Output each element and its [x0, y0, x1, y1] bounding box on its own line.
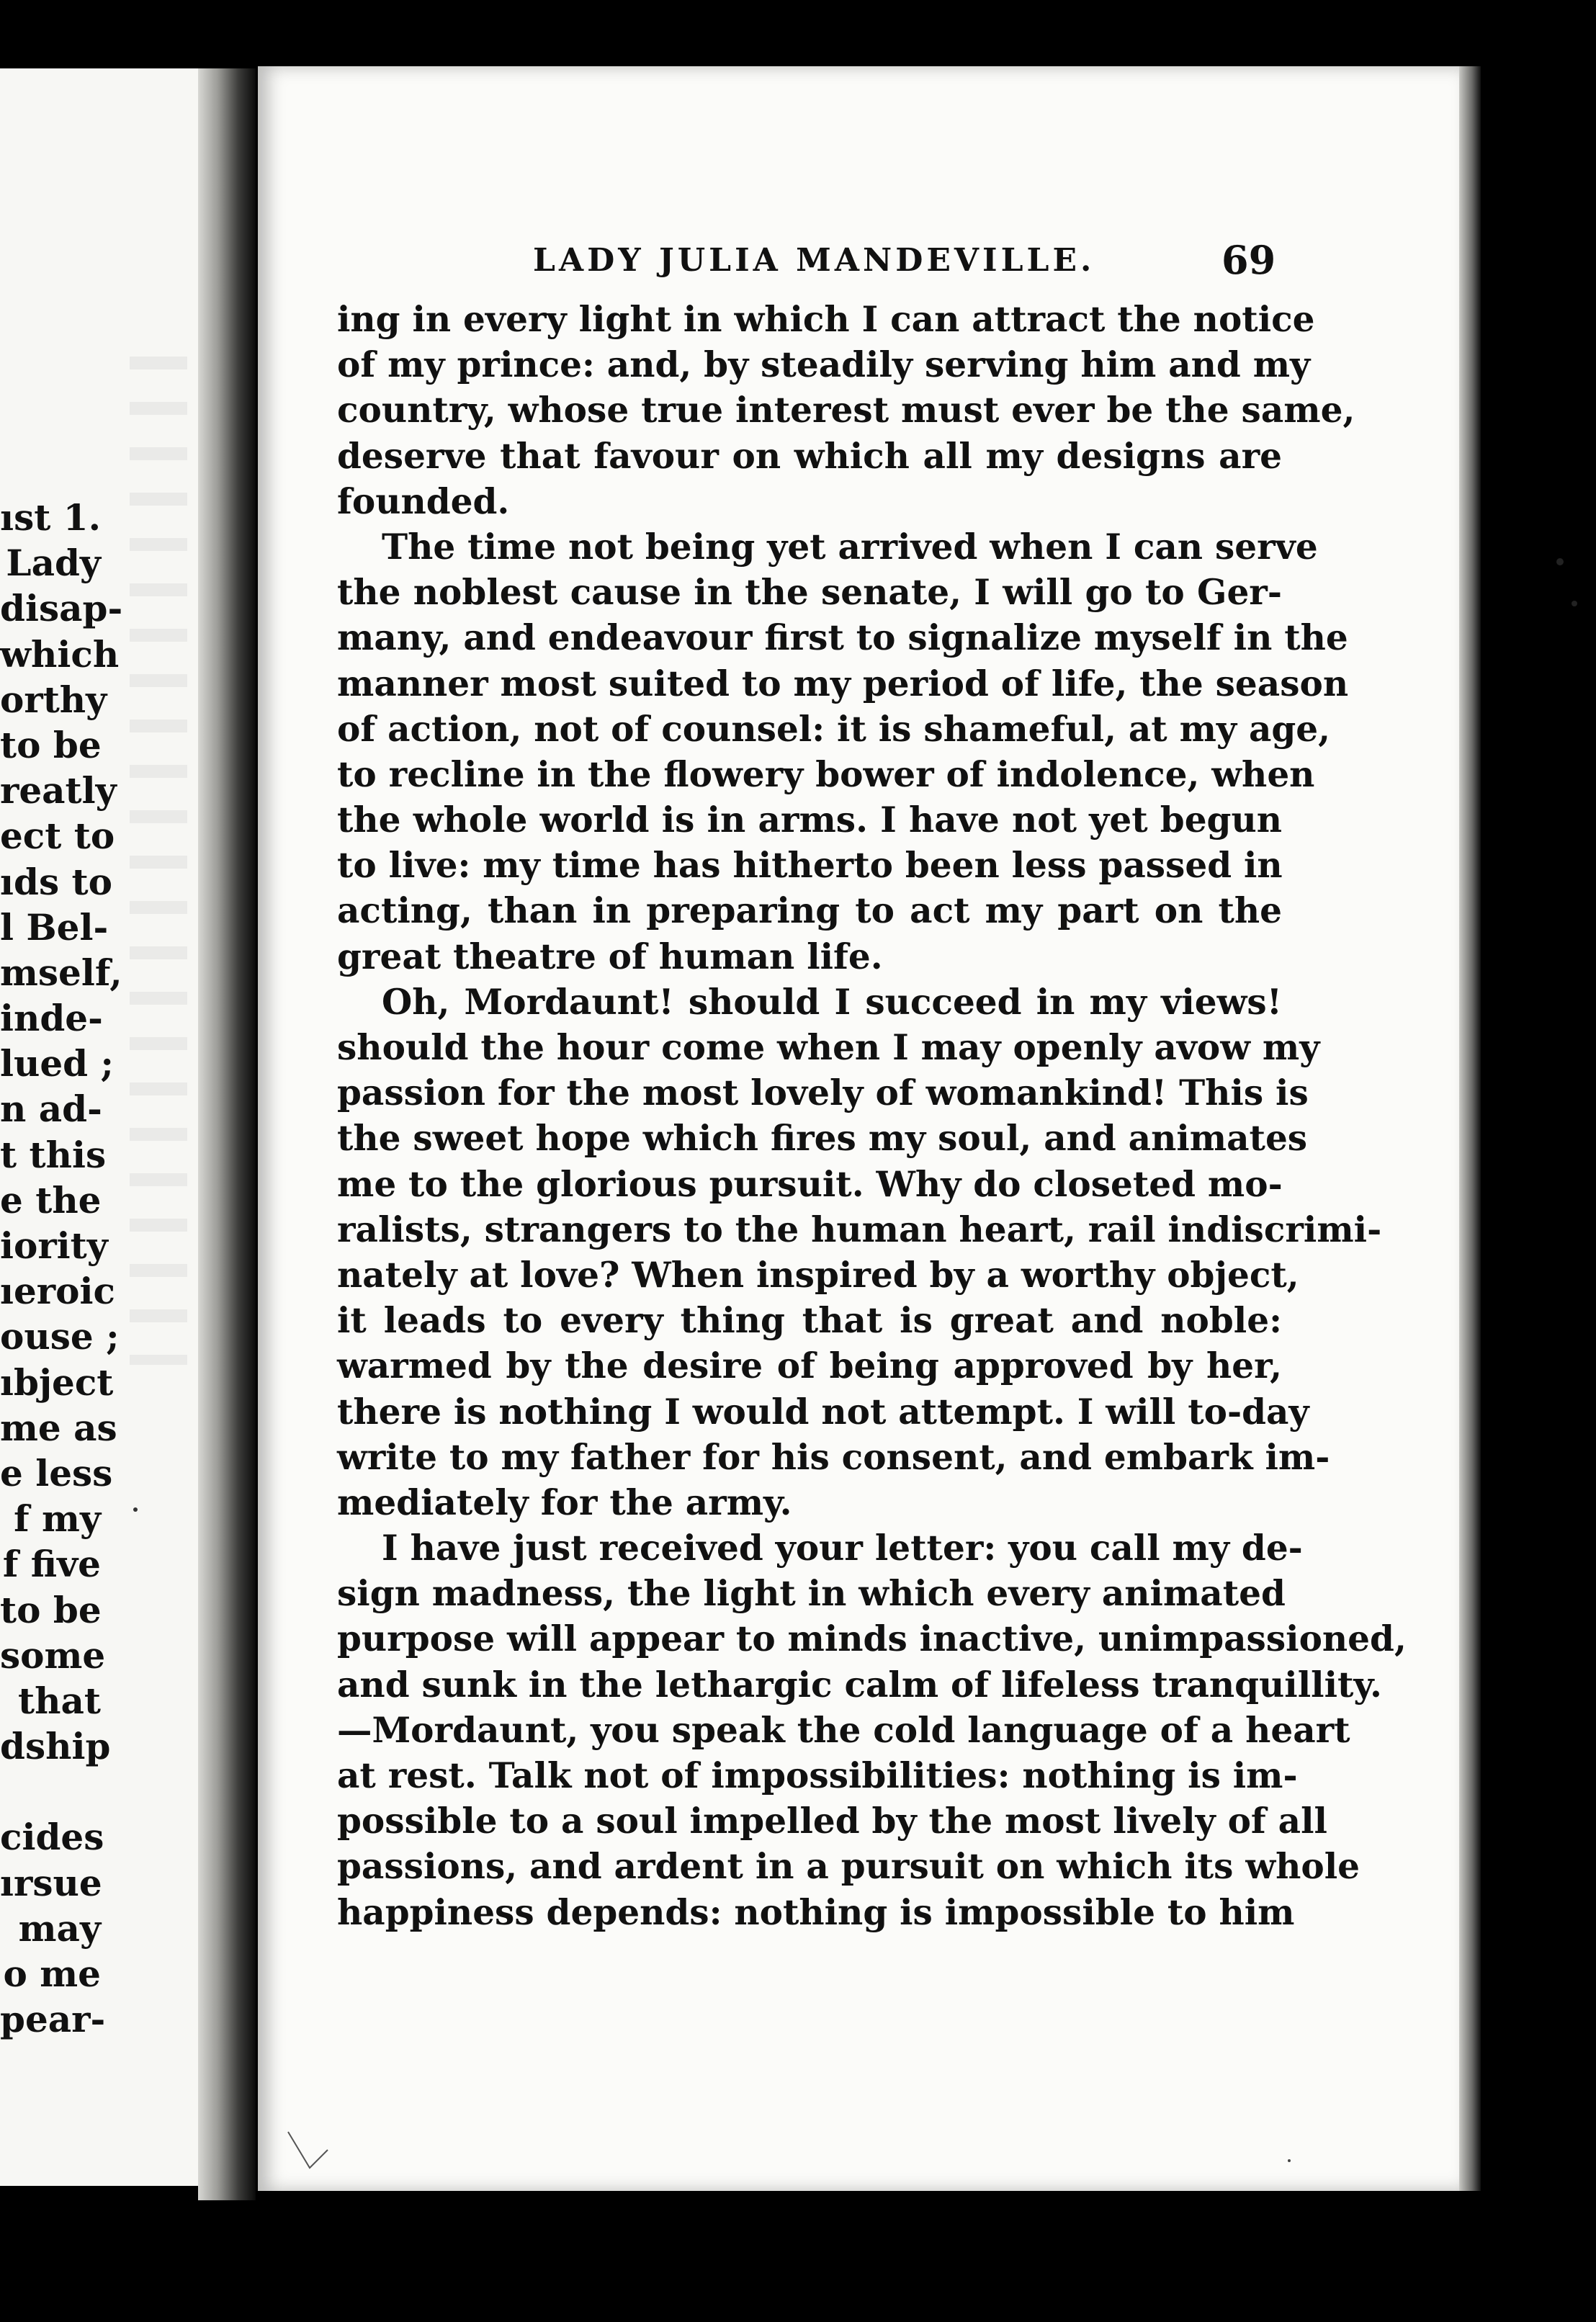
text-line: to recline in the flowery bower of indolence, when [337, 753, 1315, 795]
text-line: possible to a soul impelled by the most lively of all [337, 1801, 1327, 1842]
left-page-line: that [18, 1679, 101, 1722]
left-page-line: f five [2, 1543, 101, 1586]
text-line: write to my father for his consent, and embark im- [337, 1436, 1330, 1478]
left-page-line: pear- [0, 1998, 106, 2041]
page-edge-shadow [1459, 66, 1481, 2191]
left-page-line: cides [0, 1816, 104, 1859]
text-line: passion for the most lovely of womankind! This is [337, 1072, 1309, 1114]
text-line: manner most suited to my period of life, the season [337, 663, 1349, 704]
text-line: country, whose true interest must ever be the same, [337, 390, 1355, 431]
left-page-line: me as [0, 1406, 117, 1449]
left-page-line: to be [0, 1588, 102, 1631]
left-page-line: ıbject [0, 1361, 114, 1404]
text-line: at rest. Talk not of impossibilities: nothing is im- [337, 1755, 1298, 1796]
left-page-line: o me [3, 1953, 101, 1995]
text-line: The time not being yet arrived when I can serve [382, 526, 1318, 568]
left-page-line: mself, [0, 951, 122, 994]
text-line: the noblest cause in the senate, I will go to Ger- [337, 572, 1282, 614]
body-text [337, 297, 1407, 1935]
left-page-line: orthy [0, 678, 107, 721]
left-page-line: may [18, 1906, 101, 1950]
text-line: should the hour come when I may openly avow my [337, 1027, 1320, 1068]
text-line: happiness depends: nothing is impossible to him [337, 1891, 1295, 1933]
left-page-line: inde- [0, 997, 103, 1040]
text-line: many, and endeavour first to signalize myself in the [337, 617, 1348, 659]
text-line: deserve that favour on which all my designs are [337, 435, 1282, 477]
left-page-line [0, 1769, 216, 1814]
text-line: and sunk in the lethargic calm of lifeless tranquillity. [337, 1664, 1382, 1705]
text-line: to live: my time has hitherto been less passed in [337, 845, 1283, 887]
text-line: mediately for the army. [337, 1481, 792, 1523]
text-line: it leads to every thing that is great and noble: [337, 1300, 1282, 1342]
text-line: Oh, Mordaunt! should I succeed in my views! [382, 981, 1282, 1023]
left-page-text-fragments [0, 495, 216, 2042]
left-page-line: dship [0, 1725, 111, 1768]
text-line: the whole world is in arms. I have not yet begun [337, 799, 1282, 841]
page-number: 69 [1221, 237, 1276, 283]
left-page-line: e less [0, 1451, 113, 1494]
left-page-line: f my [14, 1497, 101, 1541]
text-line: acting, than in preparing to act my part on the [337, 890, 1282, 932]
left-page-line: l Bel- [0, 905, 109, 949]
text-line: ralists, strangers to the human heart, rail indiscrimi- [337, 1209, 1382, 1250]
text-line: the sweet hope which fires my soul, and animates [337, 1118, 1308, 1160]
gutter-shadow [198, 68, 256, 2200]
text-line: of action, not of counsel: it is shameful, at my age, [337, 708, 1331, 750]
text-line: purpose will appear to minds inactive, unimpassioned, [337, 1618, 1407, 1660]
text-line: founded. [337, 480, 510, 522]
text-line: there is nothing I would not attempt. I will to-day [337, 1391, 1309, 1433]
left-page-line: to be [0, 723, 102, 766]
text-line: sign madness, the light in which every animated [337, 1573, 1286, 1615]
left-page-line: ect to [0, 815, 115, 858]
left-page-line: Lady [6, 542, 101, 585]
running-head: LADY JULIA MANDEVILLE. [533, 242, 1095, 279]
left-page-line: lued ; [0, 1042, 114, 1085]
left-page-line: ıds to [0, 860, 112, 903]
left-page-line: reatly [0, 769, 117, 812]
left-page-line: t this [0, 1133, 107, 1176]
left-page [0, 68, 216, 2186]
text-line: I have just received your letter: you call my de- [382, 1528, 1303, 1569]
left-page-line: e the [0, 1178, 102, 1221]
text-line: nately at love? When inspired by a worthy object, [337, 1254, 1299, 1296]
text-line: warmed by the desire of being approved by her, [337, 1345, 1282, 1387]
text-line: ing in every light in which I can attract the notice [337, 299, 1315, 340]
left-page-line: some [0, 1633, 106, 1677]
text-line: of my prince: and, by steadily serving him and my [337, 344, 1311, 386]
left-page-line: iority [0, 1224, 108, 1267]
left-page-line: ıst 1. [0, 496, 101, 539]
left-page-line: ouse ; [0, 1315, 120, 1358]
text-line: me to the glorious pursuit. Why do closeted mo- [337, 1163, 1283, 1205]
text-line: —Mordaunt, you speak the cold language of a heart [337, 1709, 1350, 1751]
left-page-line: n ad- [0, 1088, 102, 1131]
left-page-line: disap- [0, 587, 123, 630]
text-line: great theatre of human life. [337, 936, 883, 977]
left-page-line: which [0, 632, 120, 676]
left-page-line: ırsue [0, 1861, 102, 1904]
text-line: passions, and ardent in a pursuit on which its whole [337, 1846, 1360, 1888]
left-page-line: ıeroic [0, 1270, 115, 1313]
